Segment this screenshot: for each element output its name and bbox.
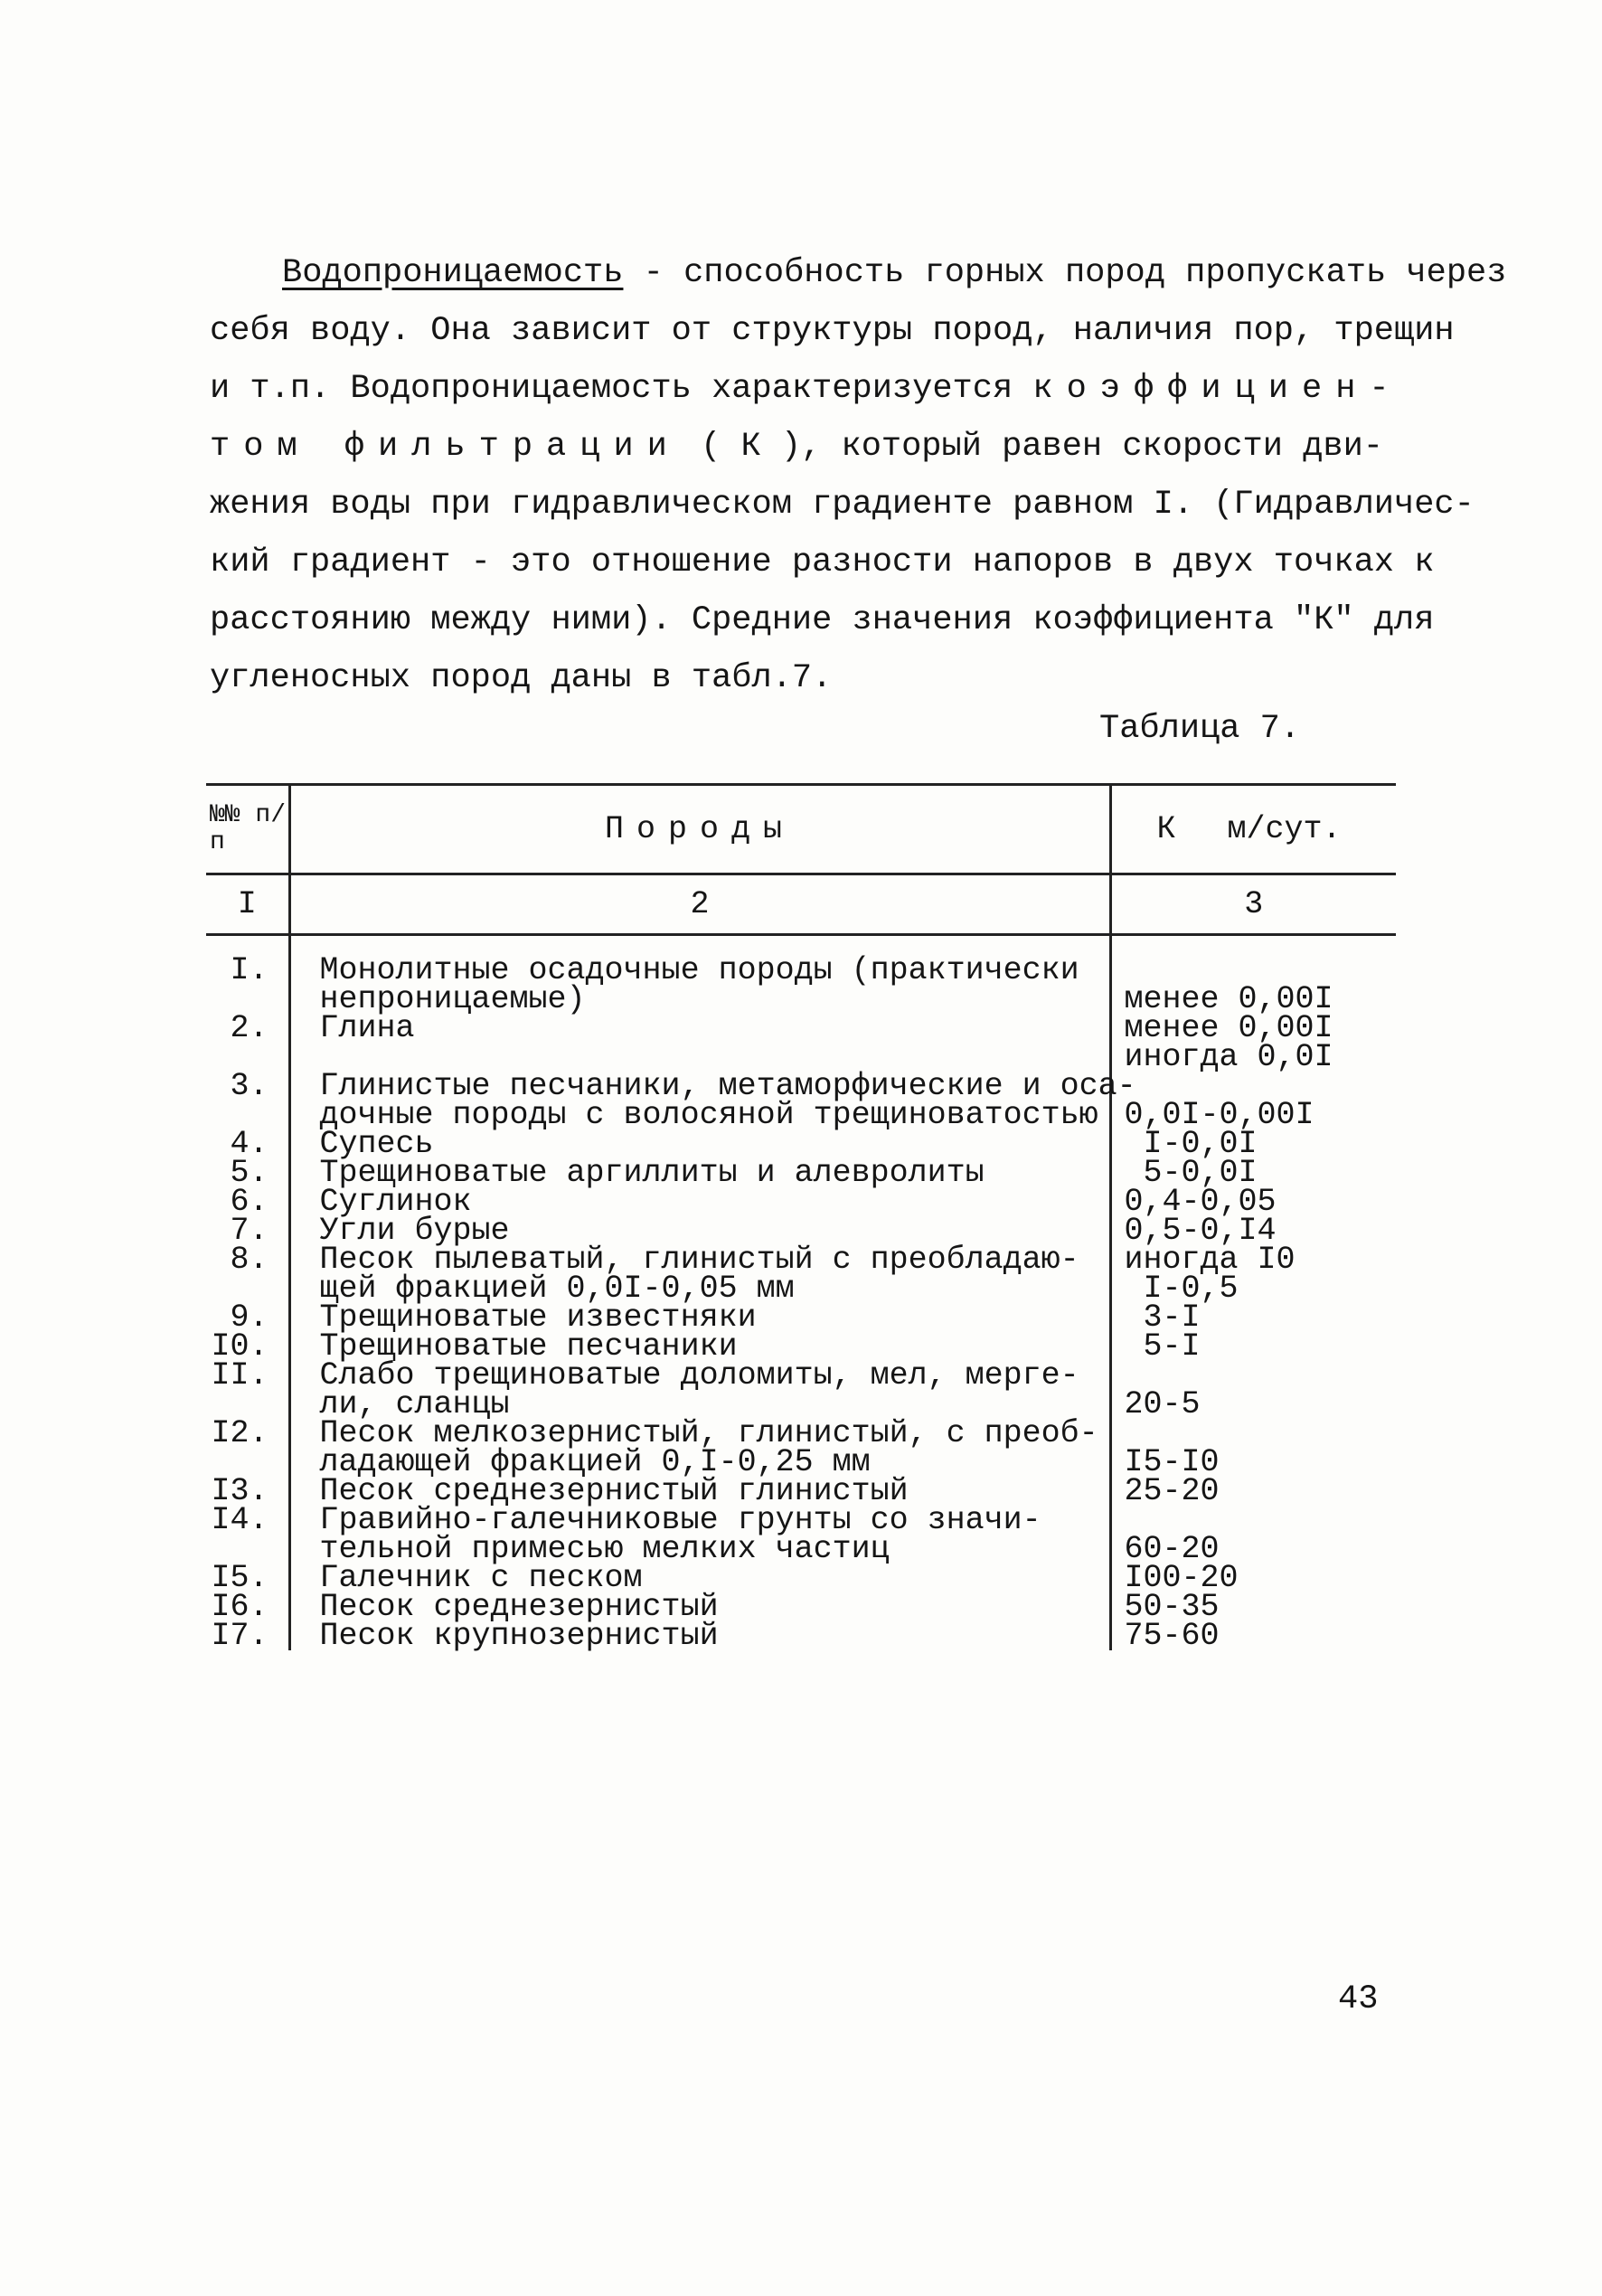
table-row xyxy=(206,1014,1396,1072)
k-value xyxy=(1110,1473,1396,1509)
table-row xyxy=(206,1621,1396,1650)
column-number-1: I xyxy=(206,874,289,935)
rock-name-line: Монолитные осадочные породы (практически xyxy=(319,952,1079,988)
k-value-line: I5-I0 xyxy=(1124,1444,1220,1480)
paragraph-line: жения воды при гидравлическом градиенте равном I. (Гидравличес- xyxy=(210,486,1475,524)
paragraph-line: том фильтрации ( К ), который равен скорости дви- xyxy=(210,428,1383,466)
k-value xyxy=(1110,956,1396,1017)
k-value-line: 75-60 xyxy=(1124,1618,1220,1654)
k-value-line: 20-5 xyxy=(1124,1386,1201,1422)
table-row xyxy=(206,1245,1396,1303)
k-value xyxy=(1110,1361,1396,1422)
k-value-line: I-0,5 xyxy=(1124,1271,1239,1307)
header-rocks: Породы xyxy=(289,785,1110,874)
row-number: I6. xyxy=(211,1589,269,1625)
paragraph-line: кий градиент - это отношение разности напоров в двух точках к xyxy=(210,543,1435,581)
table-caption: Таблица 7. xyxy=(1099,710,1301,748)
rock-name-line: Песок пылеватый, глинистый с преобладаю- xyxy=(319,1242,1079,1278)
rock-name-line: Трещиноватые аргиллиты и алевролиты xyxy=(319,1155,985,1191)
rock-name xyxy=(289,952,1110,1017)
k-value-line: 3-I xyxy=(1124,1299,1201,1336)
rock-name xyxy=(289,1068,1136,1133)
table-row xyxy=(206,1072,1396,1129)
table-row xyxy=(206,956,1396,1014)
k-value xyxy=(1110,1506,1396,1567)
rock-name-line: Галечник с песком xyxy=(319,1560,643,1596)
rock-name xyxy=(289,1010,1110,1072)
rock-name xyxy=(289,1357,1110,1422)
row-number: 7. xyxy=(230,1213,269,1249)
row-number: I. xyxy=(230,952,269,988)
table-header-row xyxy=(206,785,1396,874)
k-value-line: 60-20 xyxy=(1124,1531,1220,1567)
row-number: I2. xyxy=(211,1415,269,1451)
rock-name-line: ладающей фракцией 0,I-0,25 мм xyxy=(319,1444,871,1480)
rock-name-line: Трещиноватые известняки xyxy=(319,1299,757,1336)
permeability-table xyxy=(206,783,1396,1654)
table-row xyxy=(206,1506,1396,1564)
row-number: I7. xyxy=(211,1618,269,1654)
rock-name-line: Песок среднезернистый xyxy=(319,1589,719,1625)
table-row xyxy=(206,1361,1396,1419)
paragraph-line: угленосных пород даны в табл.7. xyxy=(210,659,833,697)
k-value-line: 5-0,0I xyxy=(1124,1155,1258,1191)
row-number: 5. xyxy=(230,1155,269,1191)
column-number-3: 3 xyxy=(1110,874,1396,935)
rock-name xyxy=(289,1242,1110,1307)
header-k: К м/сут. xyxy=(1110,785,1396,874)
rock-name-line: Слабо трещиноватые доломиты, мел, мерге- xyxy=(319,1357,1079,1394)
k-value xyxy=(1110,1328,1396,1365)
k-value-line: иногда 0,0I xyxy=(1124,1039,1333,1075)
k-value xyxy=(1110,1419,1396,1480)
column-number-row xyxy=(206,874,1396,935)
intro-paragraph xyxy=(210,244,1507,707)
k-value xyxy=(1110,1072,1396,1133)
rock-name-line: Гравийно-галечниковые грунты со значи- xyxy=(319,1502,1041,1538)
rock-name xyxy=(289,1502,1110,1567)
k-value-line: 0,5-0,I4 xyxy=(1124,1213,1277,1249)
row-number: I4. xyxy=(211,1502,269,1538)
rock-name xyxy=(289,1415,1110,1480)
rock-name xyxy=(289,1618,1110,1654)
spaced-term: том фильтрации xyxy=(210,428,681,466)
row-number: 8. xyxy=(230,1242,269,1278)
row-number: I5. xyxy=(211,1560,269,1596)
k-value-line: I-0,0I xyxy=(1124,1126,1258,1162)
k-value-line: менее 0,00I xyxy=(1124,981,1333,1017)
row-number: 9. xyxy=(230,1299,269,1336)
rock-name-line: Суглинок xyxy=(319,1184,472,1220)
rock-name-line: Угли бурые xyxy=(319,1213,510,1249)
paragraph-line: Водопроницаемость - способность горных пород пропускать через xyxy=(282,254,1507,292)
rock-name-line: дочные породы с волосяной трещиноватостью xyxy=(319,1097,1098,1133)
rock-name-line: непроницаемые) xyxy=(319,981,586,1017)
k-value-line: 25-20 xyxy=(1124,1473,1220,1509)
rock-name-line: щей фракцией 0,0I-0,05 мм xyxy=(319,1271,795,1307)
k-value-line: 50-35 xyxy=(1124,1589,1220,1625)
row-number: II. xyxy=(211,1357,269,1394)
k-value xyxy=(1110,1242,1396,1307)
row-number: 6. xyxy=(230,1184,269,1220)
rock-name-line: тельной примесью мелких частиц xyxy=(319,1531,890,1567)
column-number-2: 2 xyxy=(289,874,1110,935)
k-value-line: 0,0I-0,00I xyxy=(1124,1097,1315,1133)
rock-name-line: Песок среднезернистый глинистый xyxy=(319,1473,909,1509)
rock-name-line: ли, сланцы xyxy=(319,1386,510,1422)
row-number: I0. xyxy=(211,1328,269,1365)
paragraph-line: и т.п. Водопроницаемость характеризуется коэффициен- xyxy=(210,370,1403,408)
row-number: I3. xyxy=(211,1473,269,1509)
spaced-term: коэффициен- xyxy=(1032,370,1403,408)
k-value-line: 5-I xyxy=(1124,1328,1201,1365)
k-value-line: 0,4-0,05 xyxy=(1124,1184,1277,1220)
rock-name-line: Трещиноватые песчаники xyxy=(319,1328,738,1365)
k-value-line: I00-20 xyxy=(1124,1560,1239,1596)
rock-name-line: Песок мелкозернистый, глинистый, с преоб- xyxy=(319,1415,1098,1451)
header-number: №№ п/п xyxy=(206,785,289,874)
rock-name-line: Глинистые песчаники, метаморфические и оса- xyxy=(319,1068,1136,1104)
rock-name-line: Глина xyxy=(319,1010,415,1046)
paragraph-line: расстоянию между ними). Средние значения коэффициента "К" для xyxy=(210,601,1435,639)
rock-name-line: Супесь xyxy=(319,1126,434,1162)
k-value-line: иногда I0 xyxy=(1124,1242,1296,1278)
page-number: 43 xyxy=(1338,1980,1379,2018)
term-water-permeability: Водопроницаемость xyxy=(282,254,624,292)
row-number: 4. xyxy=(230,1126,269,1162)
k-value xyxy=(1110,1618,1396,1654)
paragraph-line: себя воду. Она зависит от структуры пород, наличия пор, трещин xyxy=(210,312,1455,350)
row-number: 2. xyxy=(230,1010,269,1046)
table-row xyxy=(206,1419,1396,1477)
row-number: 3. xyxy=(230,1068,269,1104)
k-value-line: менее 0,00I xyxy=(1124,1010,1333,1046)
rock-name-line: Песок крупнозернистый xyxy=(319,1618,719,1654)
k-value xyxy=(1110,1010,1396,1075)
